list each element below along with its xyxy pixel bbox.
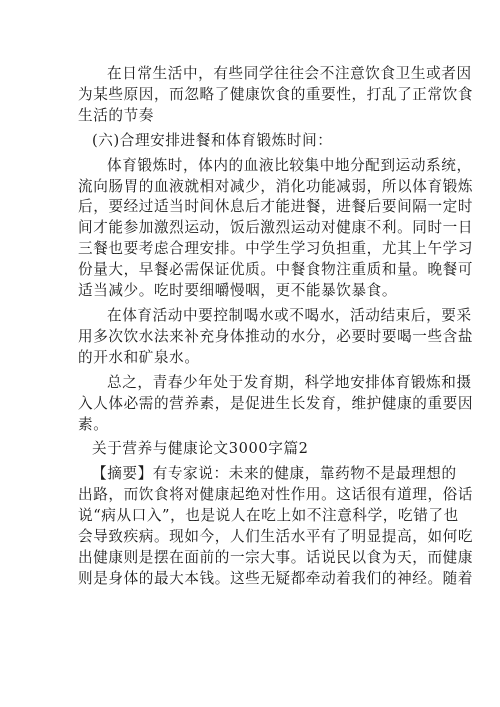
text-line: 三餐也要考虑合理安排。中学生学习负担重，尤其上午学习 — [78, 240, 474, 258]
text-line: 入人体必需的营养素，是促进生长发育，维护健康的重要因 — [78, 394, 474, 412]
section-heading-six — [78, 131, 434, 152]
text-line: 出路，而饮食将对健康起绝对性作用。这话很有道理，俗话 — [78, 486, 474, 504]
text-line: 体育锻炼时，体内的血液比较集中地分配到运动系统， — [107, 156, 472, 174]
text-line: 间才能参加激烈运动，饭后激烈运动对健康不利。同时一日 — [78, 219, 474, 237]
text-line: 【摘要】有专家说：未来的健康，靠药物不是最理想的 — [92, 465, 457, 483]
text-line: 说“病从口入”，也是说人在吃上如不注意科学，吃错了也 — [78, 507, 459, 525]
text-line: 生活的节奏 — [78, 106, 154, 124]
text-line: 素。 — [78, 415, 109, 433]
document-page — [78, 64, 474, 590]
text-line: 在体育活动中要控制喝水或不喝水，活动结束后，要采 — [107, 306, 472, 324]
text-line: 份量大，早餐必需保证优质。中餐食物注重质和量。晚餐可 — [78, 261, 474, 279]
text-line: (六)合理安排进餐和体育锻炼时间： — [92, 131, 333, 149]
paragraph-exercise-timing — [78, 156, 474, 302]
paragraph-abstract — [78, 464, 474, 589]
text-line: 会导致疾病。现如今，人们生活水平有了明显提高，如何吃 — [78, 528, 474, 546]
text-line: 为某些原因，而忽略了健康饮食的重要性，打乱了正常饮食 — [78, 85, 474, 103]
text-line: 总之，青春少年处于发育期，科学地安排体育锻炼和摄 — [107, 373, 472, 391]
text-line: 则是身体的最大本钱。这些无疑都牵动着我们的神经。随着 — [78, 569, 474, 587]
text-line: 关于营养与健康论文3000字篇2 — [92, 440, 309, 458]
text-line: 出健康则是摆在面前的一宗大事。话说民以食为天，而健康 — [78, 548, 474, 566]
paragraph-diet-habits — [78, 64, 474, 127]
text-line: 的开水和矿泉水。 — [78, 348, 200, 366]
text-line: 用多次饮水法来补充身体推动的水分，必要时要喝一些含盐 — [78, 327, 474, 345]
text-line: 适当减少。吃时要细嚼慢咽，更不能暴饮暴食。 — [78, 282, 398, 300]
paragraph-conclusion — [78, 373, 474, 436]
paragraph-water-intake — [78, 306, 474, 369]
article-title-part-2 — [78, 439, 434, 460]
text-line: 后，要经过适当时间休息后才能进餐，进餐后要间隔一定时 — [78, 198, 474, 216]
text-line: 流向肠胃的血液就相对减少，消化功能减弱，所以体育锻炼 — [78, 177, 474, 195]
text-line: 在日常生活中，有些同学往往会不注意饮食卫生或者因 — [107, 65, 472, 82]
